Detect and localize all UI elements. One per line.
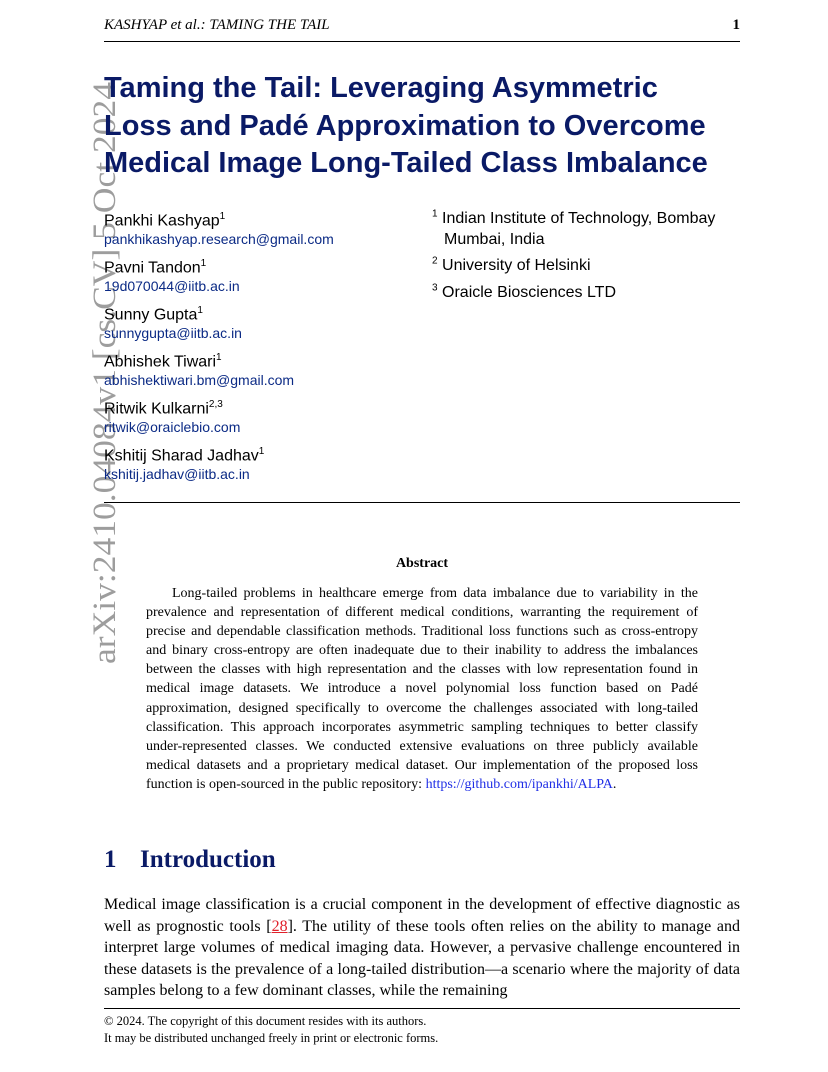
arxiv-watermark-text: arXiv:2410.04084v1 [cs.CV] 5 Oct 2024: [87, 123, 123, 664]
affiliation-line: Oraicle Biosciences LTD: [442, 284, 616, 301]
author-affil-sup: 2,3: [208, 399, 223, 410]
author-email[interactable]: ritwik@oraiclebio.com: [104, 419, 241, 436]
affiliation-line: Indian Institute of Technology, Bombay: [442, 210, 716, 227]
author-email[interactable]: kshitij.jadhav@iitb.ac.in: [104, 466, 250, 483]
citation-link[interactable]: 28: [271, 917, 288, 935]
author-3: [104, 302, 424, 342]
author-2: [104, 255, 424, 295]
author-5: [104, 396, 424, 436]
affiliation-2: [432, 255, 752, 276]
author-affil-sup: 1: [216, 352, 222, 363]
author-affil-sup: 1: [200, 258, 207, 269]
author-4: [104, 349, 424, 389]
running-title: KASHYAP et al.: TAMING THE TAIL: [104, 17, 330, 33]
title-line-2: Loss and Padé Approximation to Overcome: [104, 109, 706, 142]
author-email[interactable]: abhishektiwari.bm@gmail.com: [104, 372, 295, 389]
author-affil-sup: 1: [219, 211, 226, 222]
author-name: Abhishek Tiwari$^1$: [104, 352, 222, 371]
affiliation-3: [432, 282, 752, 303]
author-name: Sunny Gupta$^1$: [104, 305, 203, 324]
repository-link[interactable]: https://github.com/ipankhi/ALPA: [425, 776, 613, 792]
page-number: 1: [732, 17, 740, 33]
abstract-rule: [104, 502, 740, 503]
author-name: Ritwik Kulkarni$^{2,3}$: [104, 399, 223, 418]
affiliation-sup: 2: [432, 255, 438, 267]
author-affil-sup: 1: [258, 446, 265, 457]
abstract-text: Long-tailed problems in healthcare emerge from data imbalance due to variability in the prevalence and representation of different medical conditions, warranting the requirement of precise and dependable classification methods. Traditional loss functions such as cross-entropy and binary cross-entropy are often inadequate due to their inability to address the imbalances between the classes with high representation and the classes with low representation found in medical image datasets. We introduce a novel polynomial loss function based on Padé approximation, designed specifically to overcome the challenges associated with long-tailed classification. This approach incorporates asymmetric sampling techniques to better classify under-represented classes. We conducted extensive evaluations on three publicly available medical datasets and a proprietary medical dataset. Our implementation of the proposed loss function is open-sourced in the public repository:: [146, 586, 698, 792]
affiliation-sup: 1: [432, 208, 438, 220]
header-rule: [104, 41, 740, 42]
affiliation-1: [432, 208, 752, 250]
author-email[interactable]: 19d070044@iitb.ac.in: [104, 278, 240, 295]
affiliation-sup: 3: [432, 282, 438, 294]
author-email[interactable]: sunnygupta@iitb.ac.in: [104, 325, 242, 342]
footer-line-1: © 2024. The copyright of this document resides with its authors.: [104, 1014, 427, 1028]
section-heading-introduction: [104, 846, 276, 874]
title-line-3: Medical Image Long-Tailed Class Imbalance: [104, 147, 708, 179]
affiliation-line: Mumbai, India: [444, 231, 545, 248]
author-1: [104, 208, 424, 248]
footer-rule: [104, 1008, 740, 1009]
author-email[interactable]: pankhikashyap.research@gmail.com: [104, 231, 334, 248]
section-number: 1: [104, 846, 117, 873]
running-header: [104, 15, 740, 39]
section-title: Introduction: [140, 846, 276, 873]
affiliation-line: University of Helsinki: [442, 257, 591, 274]
author-name: Kshitij Sharad Jadhav$^1$: [104, 446, 265, 465]
abstract-heading: Abstract: [395, 556, 449, 571]
copyright-footer: [104, 1013, 740, 1047]
author-name: Pavni Tandon$^1$: [104, 258, 207, 277]
author-name: Pankhi Kashyap$^1$: [104, 211, 226, 230]
author-affil-sup: 1: [197, 305, 203, 316]
title-line-1: Taming the Tail: Leveraging Asymmetric: [104, 72, 658, 104]
footer-line-2: It may be distributed unchanged freely in print or electronic forms.: [104, 1031, 439, 1045]
abstract-body: Long-tailed problems in healthcare emerge from data imbalance due to variability in the prevalence and representation of different medical conditions, warranting the requirement of precise and dependable classification methods. Traditional loss functions such as cross-entropy and binary cross-entropy are often inadequate due to their inability to address the imbalances between the classes with high representation and the classes with low representation found in medical image datasets. We introduce a novel polynomial loss function based on Padé approximation, designed specifically to overcome the challenges associated with long-tailed classification. This approach incorporates asymmetric sampling techniques to better classify under-represented classes. We conducted extensive evaluations on three publicly available medical datasets and a proprietary medical dataset. Our implementation of the proposed loss function is open-sourced in the public repository: https://github.com/ipankhi/ALPA.: [146, 586, 698, 792]
paper-title: [104, 70, 744, 183]
author-6: [104, 443, 424, 483]
introduction-paragraph: Medical image classification is a crucial component in the development of effective diagnostic as well as prognostic tools [28]. The utility of these tools often relies on the ability to manage and interpret large volumes of medical imaging data. However, a pervasive challenge encountered in these datasets is the prevalence of a long-tailed distribution—a scenario where the majority of data samples belong to a few dominant classes, while the remaining: [104, 896, 740, 1000]
